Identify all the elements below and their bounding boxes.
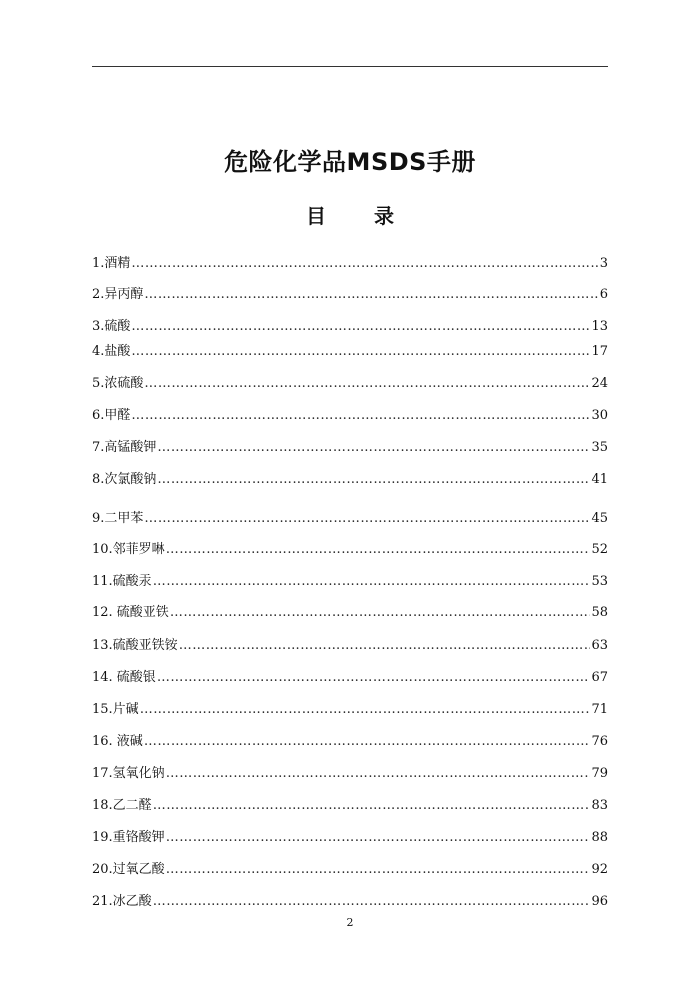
toc-entry[interactable] <box>92 285 608 305</box>
toc-entry-page: 41 <box>591 472 608 487</box>
toc-entry-page: 92 <box>591 862 608 877</box>
toc-entry-page: 67 <box>591 670 608 685</box>
toc-entry-label: 21.冰乙酸 <box>92 894 152 909</box>
toc-entry[interactable] <box>92 796 608 816</box>
toc-entry-page: 17 <box>591 344 608 359</box>
toc-heading-left: 目 <box>306 204 326 228</box>
toc-entry[interactable] <box>92 572 608 592</box>
toc-entry-label: 7.高锰酸钾 <box>92 440 157 455</box>
toc-entry-page: 83 <box>591 798 608 813</box>
toc-entry-label: 2.异丙醇 <box>92 287 144 302</box>
toc-entry-page: 13 <box>591 319 608 334</box>
toc-leader <box>166 828 591 848</box>
toc-entry-page: 63 <box>591 638 608 653</box>
toc-leader <box>153 892 591 912</box>
toc-entry[interactable] <box>92 636 608 656</box>
toc-entry[interactable] <box>92 892 608 912</box>
toc-entry-page: 24 <box>591 376 608 391</box>
document-title: 危险化学品MSDS手册 <box>224 148 476 176</box>
toc-entry[interactable] <box>92 342 608 362</box>
toc-entry-label: 9.二甲苯 <box>92 511 144 526</box>
toc-entry-label: 11.硫酸汞 <box>92 574 152 589</box>
toc-entry[interactable] <box>92 470 608 490</box>
toc-entry[interactable] <box>92 540 608 560</box>
toc-leader <box>166 540 591 560</box>
toc-entry[interactable] <box>92 828 608 848</box>
toc-leader <box>131 317 590 337</box>
toc-entry-page: 71 <box>591 702 608 717</box>
toc-entry[interactable] <box>92 764 608 784</box>
toc-heading-right: 录 <box>374 204 394 228</box>
toc-leader <box>153 796 591 816</box>
toc-entry-page: 35 <box>591 440 608 455</box>
toc-entry-label: 8.次氯酸钠 <box>92 472 157 487</box>
toc-leader <box>153 572 591 592</box>
toc-leader <box>144 732 591 752</box>
toc-entry-page: 30 <box>591 408 608 423</box>
toc-leader <box>131 342 590 362</box>
toc-entry-page: 76 <box>591 734 608 749</box>
toc-entry-page: 52 <box>591 542 608 557</box>
toc-entry-label: 10.邻菲罗啉 <box>92 542 165 557</box>
toc-entry-label: 4.盐酸 <box>92 344 131 359</box>
toc-entry-page: 96 <box>591 894 608 909</box>
toc-entry-label: 14. 硫酸银 <box>92 670 156 685</box>
toc-entry[interactable] <box>92 374 608 394</box>
toc-entry-label: 3.硫酸 <box>92 319 131 334</box>
toc-entry[interactable] <box>92 406 608 426</box>
toc-entry[interactable] <box>92 603 608 623</box>
toc-entry[interactable] <box>92 438 608 458</box>
toc-entry-label: 15.片碱 <box>92 702 139 717</box>
toc-entry[interactable] <box>92 860 608 880</box>
toc-leader <box>131 406 590 426</box>
toc-leader <box>166 860 591 880</box>
toc-entry[interactable] <box>92 732 608 752</box>
toc-entry-label: 12. 硫酸亚铁 <box>92 605 169 620</box>
toc-entry-label: 16. 液碱 <box>92 734 143 749</box>
toc-entry-label: 1.酒精 <box>92 256 131 271</box>
toc-entry[interactable] <box>92 254 608 274</box>
toc-leader <box>144 374 590 394</box>
toc-leader <box>144 285 598 305</box>
toc-entry-page: 58 <box>591 605 608 620</box>
toc-entry-page: 6 <box>599 287 608 302</box>
toc-entry-label: 18.乙二醛 <box>92 798 152 813</box>
toc-leader <box>170 603 591 623</box>
toc-heading <box>0 200 700 229</box>
toc-entry-label: 17.氢氧化钠 <box>92 766 165 781</box>
header-rule <box>92 66 608 67</box>
toc-entry-label: 5.浓硫酸 <box>92 376 144 391</box>
toc-entry-label: 19.重铬酸钾 <box>92 830 165 845</box>
toc-entry-page: 79 <box>591 766 608 781</box>
toc-leader <box>157 438 590 458</box>
toc-entry[interactable] <box>92 700 608 720</box>
toc-entry[interactable] <box>92 509 608 529</box>
toc-entry-page: 88 <box>591 830 608 845</box>
toc-leader <box>140 700 591 720</box>
toc-leader <box>157 470 590 490</box>
toc-entry[interactable] <box>92 317 608 337</box>
toc-entry-page: 53 <box>591 574 608 589</box>
page-number: 2 <box>346 916 354 929</box>
toc-leader <box>166 764 591 784</box>
toc-entry-page: 3 <box>599 256 608 271</box>
toc-leader <box>144 509 590 529</box>
toc-leader <box>131 254 598 274</box>
toc-entry-label: 6.甲醛 <box>92 408 131 423</box>
toc-entry-label: 20.过氧乙酸 <box>92 862 165 877</box>
toc-entry-label: 13.硫酸亚铁铵 <box>92 638 178 653</box>
toc-entry[interactable] <box>92 668 608 688</box>
toc-entry-page: 45 <box>591 511 608 526</box>
toc-leader <box>157 668 591 688</box>
toc-leader <box>179 636 591 656</box>
